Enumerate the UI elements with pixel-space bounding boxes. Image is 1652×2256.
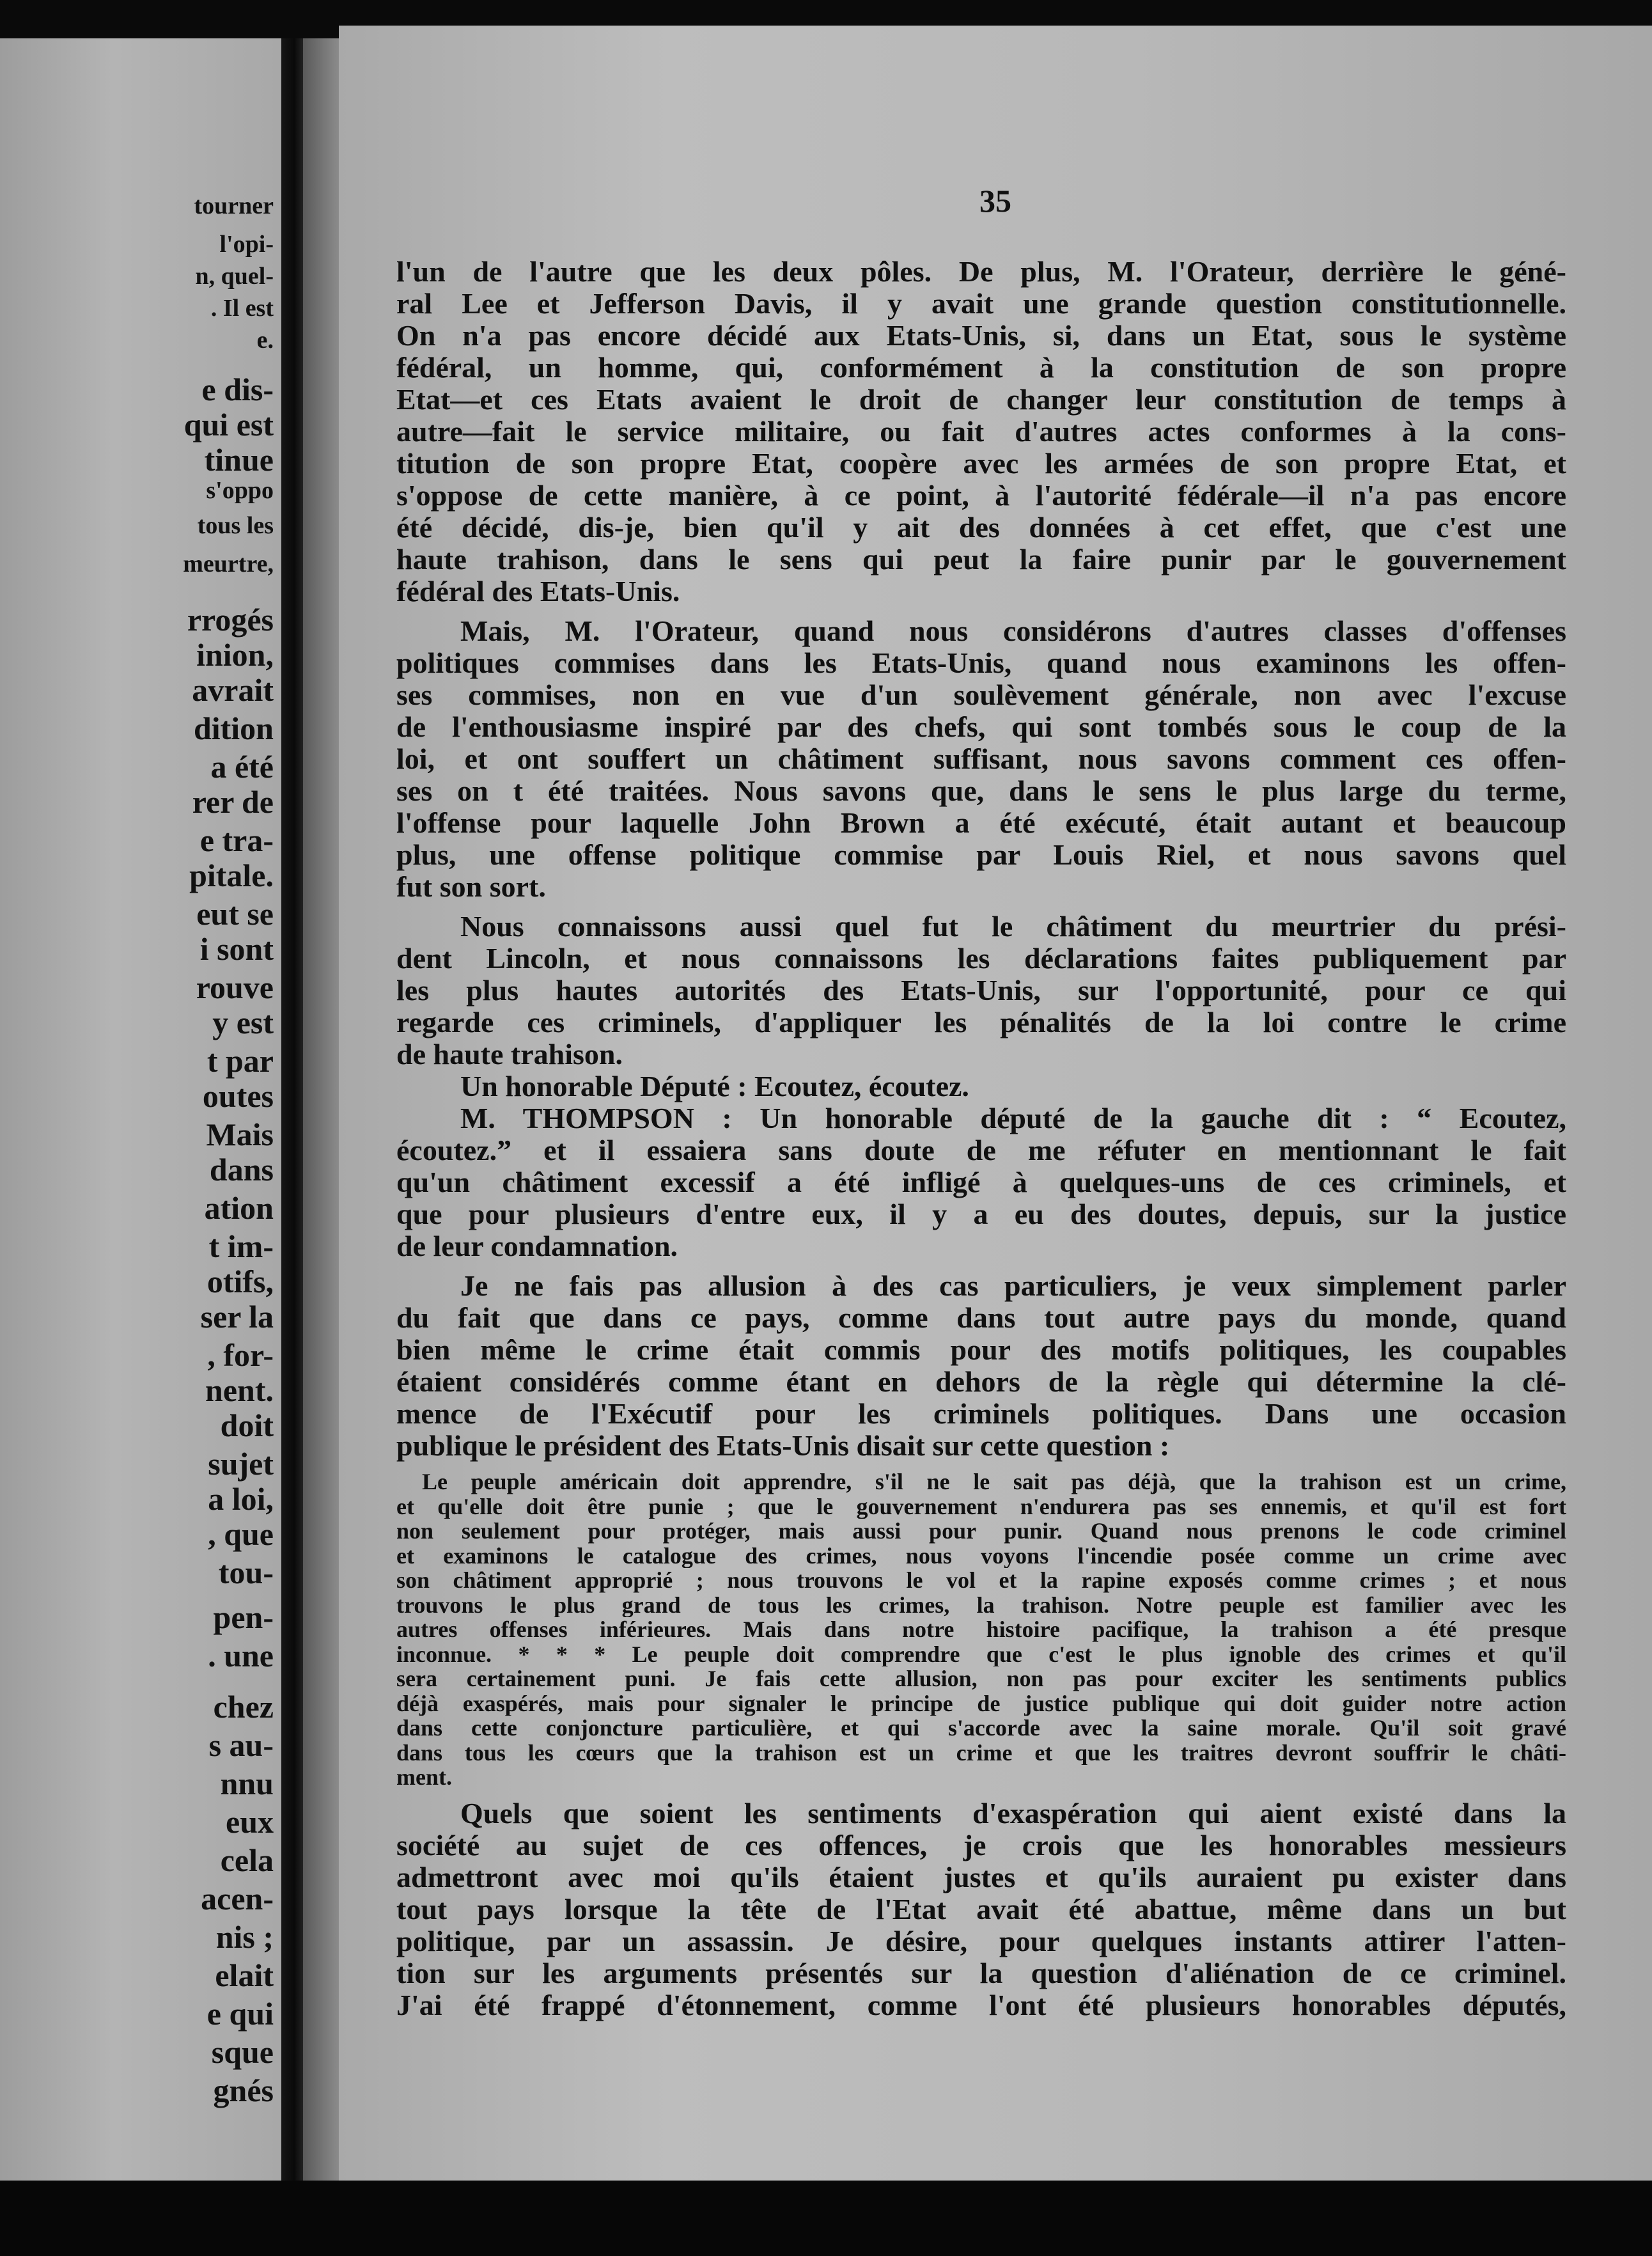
text-line: haute trahison, dans le sens qui peut la faire punir par le gouvernement [396,544,1566,576]
text-line: bien même le crime était commis pour des motifs politiques, les coupables [396,1334,1566,1366]
text-line: société au sujet de ces offences, je crois que les honorables messieurs [396,1829,1566,1861]
left-page-line: inion, [196,637,274,673]
left-page-line: s'oppo [206,477,274,504]
text-line: tion sur les arguments présentés sur la question d'aliénation de ce criminel. [396,1957,1566,1989]
text-line: mence de l'Exécutif pour les criminels politiques. Dans une occasion [396,1398,1566,1430]
left-page-line: avrait [192,672,274,708]
text-line: dans cette conjoncture particulière, et qui s'accorde avec la saine morale. Qu'il soit gravé [396,1716,1566,1741]
paragraph-2 [396,615,1566,903]
text-line: ral Lee et Jefferson Davis, il y avait une grande question constitutionnelle. [396,288,1566,320]
left-page-line: nent. [205,1372,274,1408]
text-line: s'oppose de cette manière, à ce point, à l'autorité fédérale—il n'a pas encore [396,480,1566,512]
left-page-line: s au- [208,1727,274,1763]
left-page-line: e. [256,327,274,354]
left-page-line: qui est [183,407,274,443]
page-number: 35 [979,183,1011,219]
left-page-line: eut se [196,896,274,932]
text-line: politiques commises dans les Etats-Unis, quand nous examinons les offen- [396,647,1566,679]
paragraph-3 [396,911,1566,1070]
left-page-line: rrogés [187,602,274,638]
text-line: et examinons le catalogue des crimes, nous voyons l'incendie posée comme un crime avec [396,1543,1566,1568]
text-line: M. THOMPSON : Un honorable député de la gauche dit : “ Ecoutez, [460,1102,1566,1134]
left-page-line: meurtre, [183,551,274,577]
left-page-line: . une [208,1638,274,1673]
left-page-line: chez [213,1689,274,1725]
text-line: du fait que dans ce pays, comme dans tout autre pays du monde, quand [396,1302,1566,1334]
left-page-line: acen- [201,1881,274,1916]
text-line: été décidé, dis-je, bien qu'il y ait des données à cet effet, que c'est une [396,512,1566,544]
left-page-line: . Il est [210,295,274,322]
text-line: regarde ces criminels, d'appliquer les pénalités de la loi contre le crime [396,1007,1566,1038]
left-page-line: outes [202,1078,274,1114]
left-page-line: l'opi- [219,231,274,258]
left-page-line: a été [210,749,274,785]
left-page-line: nis ; [215,1919,274,1955]
text-line: Je ne fais pas allusion à des cas particuliers, je veux simplement parler [460,1270,1566,1302]
text-line: publique le président des Etats-Unis disait sur cette question : [396,1430,1170,1462]
text-line: qu'un châtiment excessif a été infligé à quelques-uns de ces criminels, et [396,1166,1566,1198]
previous-page-fragment [0,38,281,2181]
text-line: de haute trahison. [396,1038,623,1070]
text-line: dans tous les cœurs que la trahison est un crime et que les traitres devront souffrir le châti- [396,1740,1566,1765]
text-line: autre—fait le service militaire, ou fait d'autres actes conformes à la cons- [396,416,1566,448]
text-line: admettront avec moi qu'ils étaient justes et qu'ils auraient pu exister dans [396,1861,1566,1893]
left-page-line: pen- [213,1599,274,1635]
scan-border-bottom [0,2181,1652,2256]
left-page-line: y est [212,1005,274,1040]
text-line: que pour plusieurs d'entre eux, il y a eu des doutes, depuis, sur la justice [396,1198,1566,1230]
left-page-line: dans [209,1152,274,1187]
text-line: son châtiment approprié ; nous trouvons le vol et la rapine exposés comme crimes ; et nous [396,1568,1566,1593]
text-line: l'offense pour laquelle John Brown a été exécuté, était autant et beaucoup [396,807,1566,839]
left-page-line: elait [215,1957,274,1993]
text-line: On n'a pas encore décidé aux Etats-Unis, si, dans un Etat, sous le système [396,320,1566,352]
left-page-line: dition [193,710,274,746]
left-page-line: e qui [207,1996,274,2032]
gutter-shadow [303,38,341,2181]
left-page-line: tou- [218,1555,274,1590]
paragraph-5 [396,1270,1566,1462]
text-line: l'un de l'autre que les deux pôles. De plus, M. l'Orateur, derrière le géné- [396,256,1566,288]
text-line: fédéral, un homme, qui, conformément à la constitution de son propre [396,352,1566,384]
text-line: sera certainement puni. Je fais cette allusion, non pas pour exciter les sentiments publics [396,1666,1566,1691]
left-page-line: rer de [192,784,274,820]
text-line: J'ai été frappé d'étonnement, comme l'ont été plusieurs honorables députés, [396,1989,1566,2021]
left-page-line: ation [204,1190,274,1226]
text-line: fédéral des Etats-Unis. [396,576,680,607]
text-line: inconnue. * * * Le peuple doit comprendre que c'est le plus ignoble des crimes et qu'il [396,1641,1566,1666]
text-line: ses on t été traitées. Nous savons que, dans le sens le plus large du terme, [396,775,1566,807]
left-page-line: t par [207,1043,274,1079]
text-line: et qu'elle doit être punie ; que le gouvernement n'endurera pas ses ennemis, et qu'il est fort [396,1494,1566,1519]
text-line: plus, une offense politique commise par Louis Riel, et nous savons quel [396,839,1566,871]
left-page-line: tous les [197,512,274,539]
left-page-line: t im- [208,1228,274,1264]
text-line: fut son sort. [396,871,546,903]
paragraph-1 [396,256,1566,607]
left-page-line: sque [211,2034,274,2070]
left-page-line: n, quel- [195,263,274,290]
left-page-line: , que [208,1516,274,1552]
text-line: Le peuple américain doit apprendre, s'il ne le sait pas déjà, que la trahison est un crime, [422,1469,1566,1494]
text-line: tout pays lorsque la tête de l'Etat avait été abattue, même dans un but [396,1893,1566,1925]
page-body [396,256,1566,2021]
left-page-line: e dis- [201,372,274,407]
left-page-line: gnés [213,2072,274,2108]
left-page-line: tourner [194,192,274,219]
text-line: ment. [396,1765,452,1790]
left-page-line: sujet [208,1446,274,1482]
text-line: trouvons le plus grand de tous les crimes, la trahison. Notre peuple est familier avec les [396,1592,1566,1617]
text-line: étaient considérés comme étant en dehors de la règle qui détermine la clé- [396,1366,1566,1398]
left-page-line: ser la [200,1299,274,1335]
interjection-line: Un honorable Député : Ecoutez, écoutez. [460,1070,969,1102]
text-line: écoutez.” et il essaiera sans doute de me réfuter en mentionnant le fait [396,1134,1566,1166]
book-gutter [281,38,303,2181]
left-page-line: rouve [196,969,274,1005]
text-line: déjà exaspérés, mais pour signaler le principe de justice publique qui doit guider notre action [396,1691,1566,1716]
text-line: ses commises, non en vue d'un soulèvement générale, non avec l'excuse [396,679,1566,711]
text-line: de leur condamnation. [396,1230,678,1262]
block-quote [396,1469,1566,1790]
left-page-line: e tra- [199,822,274,858]
left-page-line: Mais [206,1116,274,1152]
left-page-line: a loi, [208,1481,274,1517]
left-page-line: doit [220,1407,274,1443]
left-page-line: cela [220,1842,274,1878]
text-line: Quels que soient les sentiments d'exaspération qui aient existé dans la [460,1797,1566,1829]
text-line: dent Lincoln, et nous connaissons les déclarations faites publiquement par [396,943,1566,975]
left-page-line: , for- [207,1337,274,1373]
left-page-line: i sont [199,931,274,967]
text-line: les plus hautes autorités des Etats-Unis, sur l'opportunité, pour ce qui [396,975,1566,1007]
text-line: Mais, M. l'Orateur, quand nous considérons d'autres classes d'offenses [460,615,1566,647]
left-page-line: eux [226,1804,274,1840]
paragraph-6 [396,1798,1566,2021]
left-page-line: tinue [204,442,274,478]
left-page-line: pitale. [189,858,274,893]
text-line: loi, et ont souffert un châtiment suffisant, nous savons comment ces offen- [396,743,1566,775]
text-line: titution de son propre Etat, coopère avec les armées de son propre Etat, et [396,448,1566,480]
text-line: politique, par un assassin. Je désire, pour quelques instants attirer l'atten- [396,1925,1566,1957]
document-page [339,26,1652,2181]
text-line: autres offenses inférieures. Mais dans notre histoire pacifique, la trahison a été presque [396,1617,1566,1642]
text-line: de l'enthousiasme inspiré par des chefs, qui sont tombés sous le coup de la [396,711,1566,743]
left-page-line: nnu [220,1766,274,1801]
text-line: Nous connaissons aussi quel fut le châtiment du meurtrier du prési- [460,911,1566,943]
text-line: non seulement pour protéger, mais aussi pour punir. Quand nous prenons le code criminel [396,1519,1566,1544]
text-line: Etat—et ces Etats avaient le droit de changer leur constitution de temps à [396,384,1566,416]
left-page-line: otifs, [207,1264,274,1299]
paragraph-4 [396,1102,1566,1262]
